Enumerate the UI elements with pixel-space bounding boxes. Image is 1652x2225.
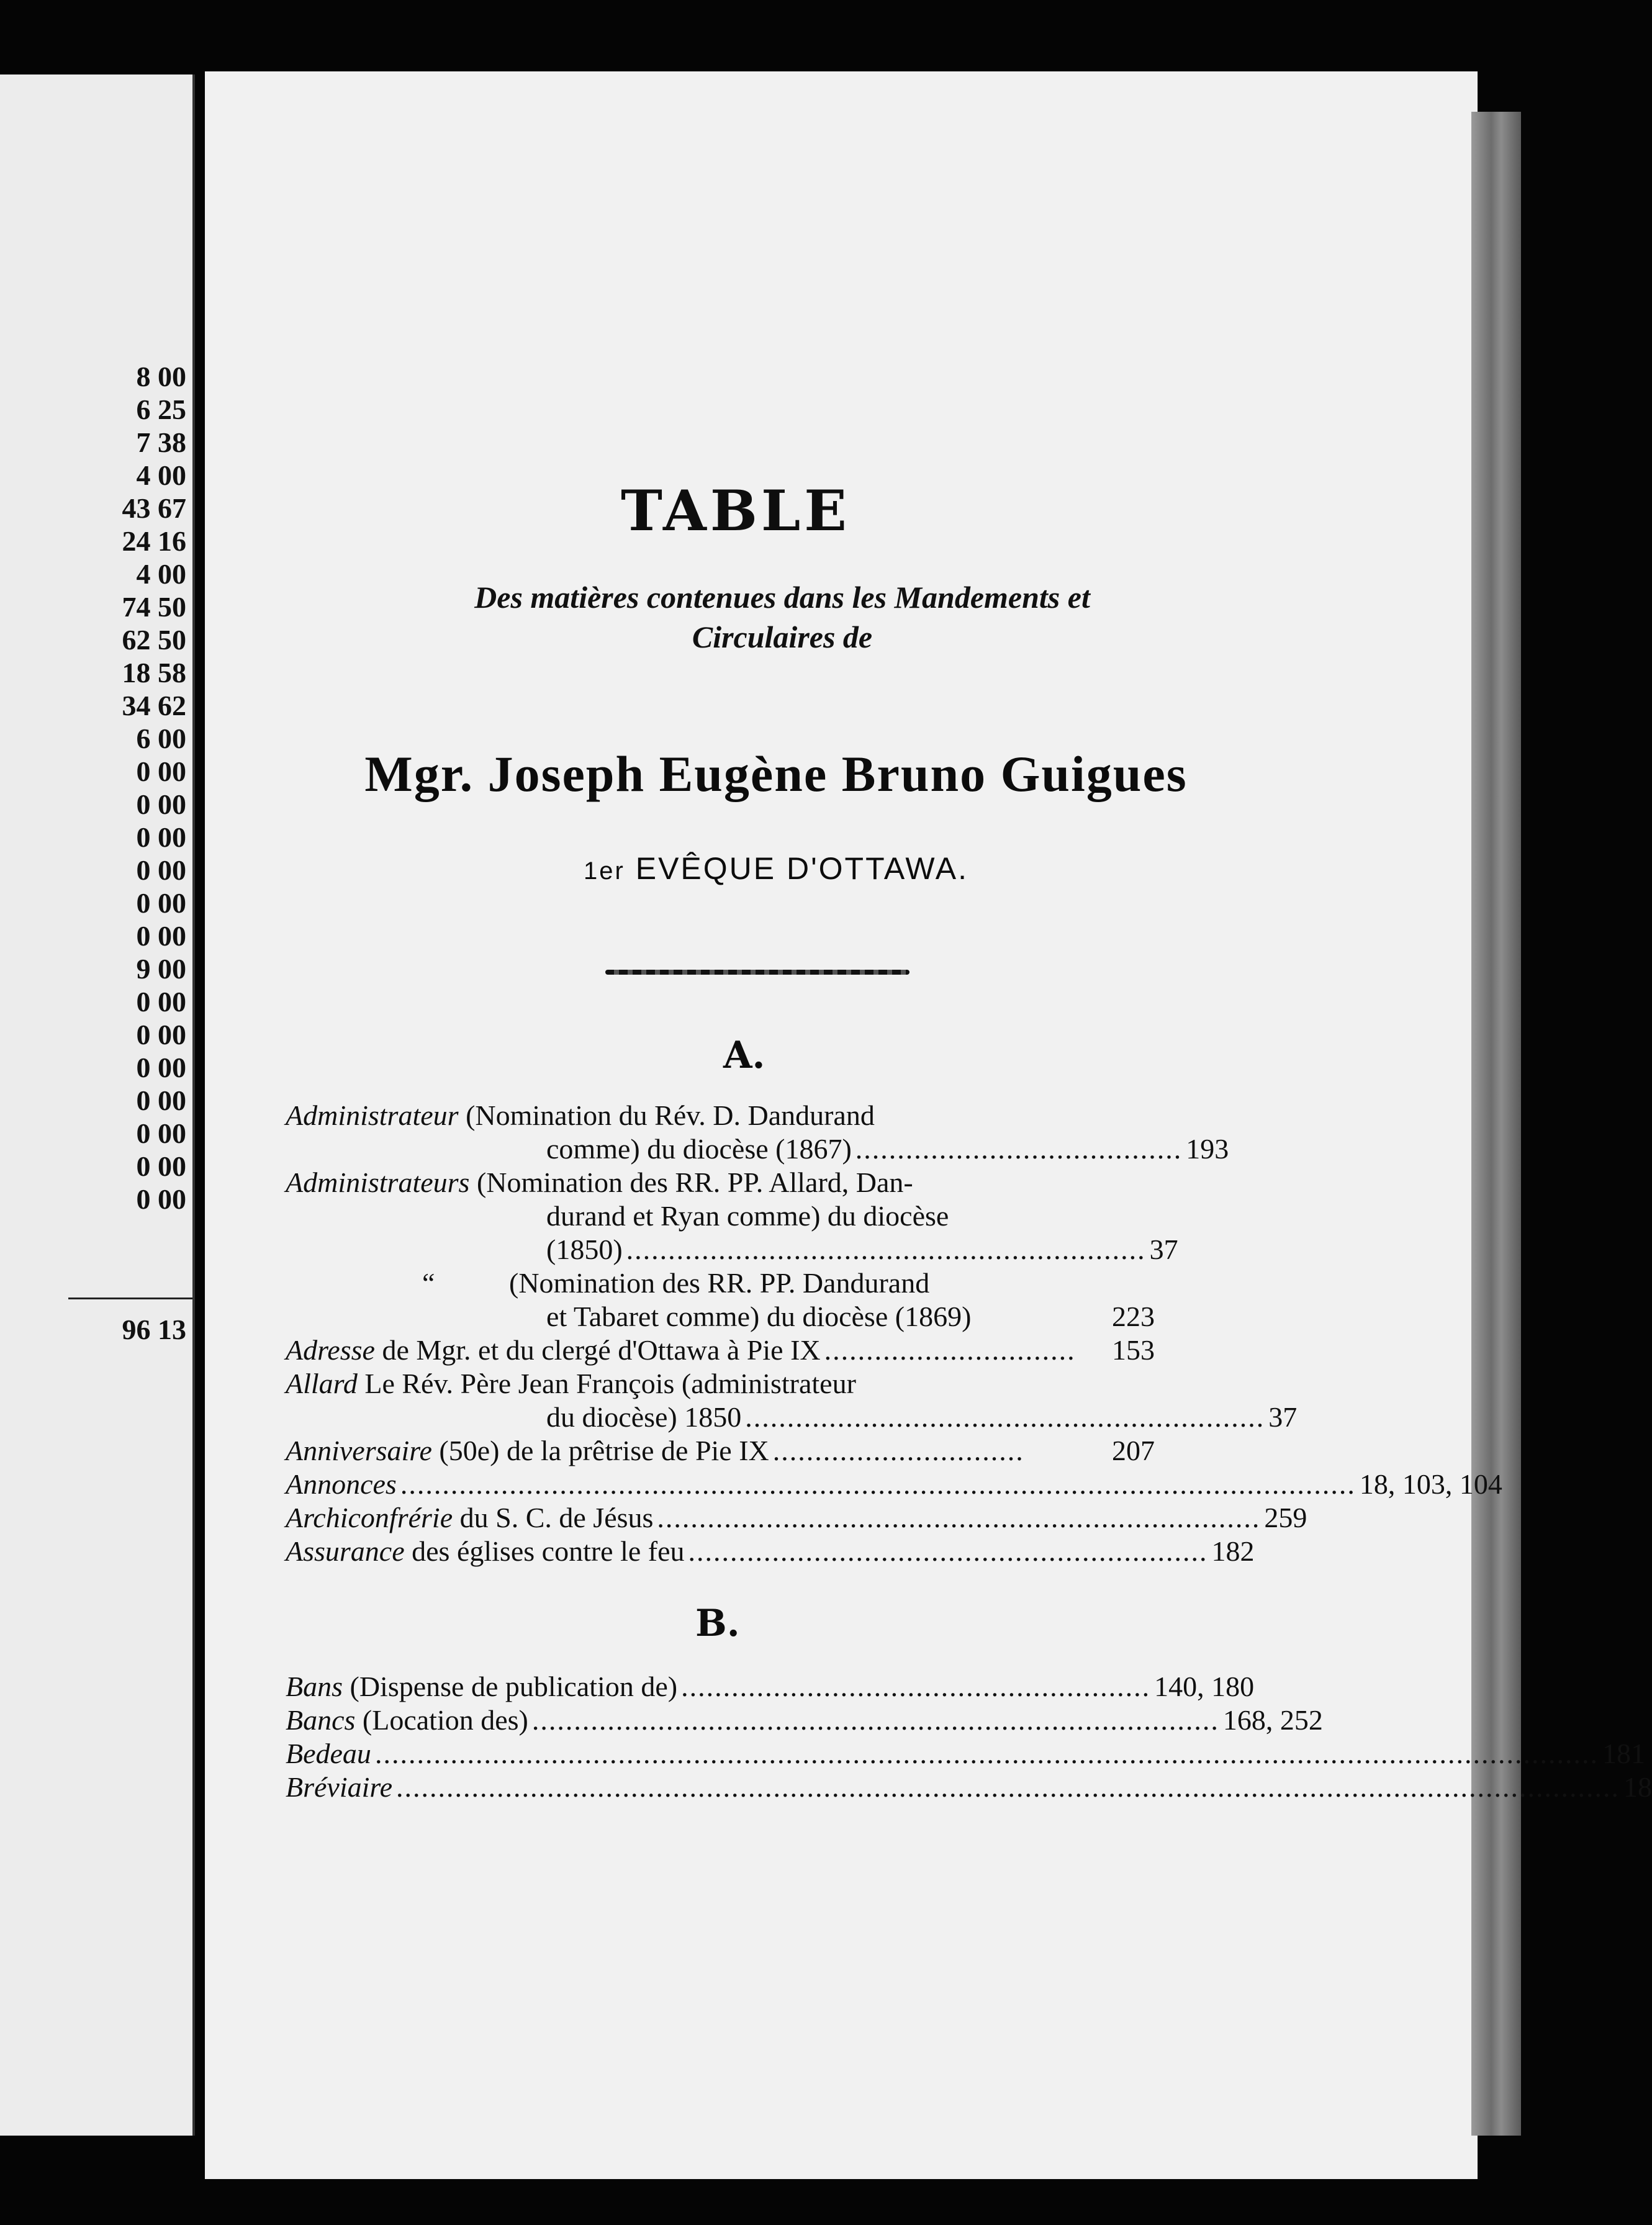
index-entry bbox=[286, 1535, 1255, 1568]
leader-dots: ........................................................ bbox=[681, 1671, 1151, 1702]
left-page-number: 8 00 bbox=[136, 361, 186, 392]
entry-page: 37 bbox=[1268, 1401, 1298, 1433]
section-letter-a: A. bbox=[723, 1034, 765, 1077]
left-page-number: 7 38 bbox=[136, 426, 186, 458]
page-subtitle bbox=[348, 577, 1217, 657]
index-entry bbox=[286, 1704, 1323, 1737]
subtitle-line-2: Circulaires de bbox=[692, 620, 873, 654]
entry-head: Adresse bbox=[286, 1334, 375, 1366]
entry-page: 18, 103, 104 bbox=[1359, 1468, 1502, 1500]
left-page-number: 0 00 bbox=[136, 756, 186, 787]
left-page-number: 0 00 bbox=[136, 788, 186, 820]
entry-page: 153 bbox=[1112, 1334, 1155, 1366]
left-page-number: 6 00 bbox=[136, 723, 186, 754]
entry-text: (Nomination des RR. PP. Allard, Dan- bbox=[469, 1167, 913, 1198]
left-page-number: 0 00 bbox=[136, 920, 186, 952]
entry-head: Anniversaire bbox=[286, 1435, 432, 1466]
index-entry bbox=[286, 1771, 1652, 1804]
entry-text: des églises contre le feu bbox=[404, 1535, 685, 1567]
entry-page: 182 bbox=[1211, 1535, 1255, 1567]
entry-page: 37 bbox=[1149, 1234, 1178, 1265]
entry-head: Administrateur bbox=[286, 1099, 459, 1131]
left-page-number: 62 50 bbox=[122, 624, 186, 656]
left-page-number: 9 00 bbox=[136, 953, 186, 985]
entry-text: (Nomination des RR. PP. Dandurand bbox=[509, 1267, 930, 1299]
left-page-number: 0 00 bbox=[136, 854, 186, 886]
left-page-number: 0 00 bbox=[136, 821, 186, 853]
leader-dots: ........................................................................ bbox=[657, 1502, 1261, 1533]
entry-page: 181 bbox=[1602, 1738, 1645, 1769]
entry-head: Annonces bbox=[286, 1468, 397, 1500]
entry-text: du S. C. de Jésus bbox=[453, 1502, 654, 1533]
entry-page: 223 bbox=[1112, 1301, 1155, 1332]
leader-dots: .............................. bbox=[824, 1334, 1076, 1366]
leader-dots: ....................................... bbox=[855, 1133, 1183, 1165]
entry-text: du diocèse) 1850 bbox=[546, 1401, 742, 1433]
entry-head: Bans bbox=[286, 1671, 343, 1702]
section-b-entries bbox=[286, 1670, 1652, 1804]
left-page-number: 74 50 bbox=[122, 591, 186, 623]
entry-text: (Nomination du Rév. D. Dandurand bbox=[458, 1099, 875, 1131]
leader-dots: .................................................................................................................. bbox=[400, 1468, 1356, 1500]
entry-text: (50e) de la prêtrise de Pie IX bbox=[431, 1435, 769, 1466]
left-page-number: 43 67 bbox=[122, 492, 186, 524]
page-edge bbox=[1471, 112, 1521, 2136]
entry-page: 140, 180 bbox=[1154, 1671, 1255, 1702]
left-page-fragment bbox=[0, 74, 195, 2136]
left-page-divider bbox=[68, 1298, 192, 1299]
leader-dots: .................................................................................. bbox=[531, 1704, 1219, 1736]
entry-head: Archiconfrérie bbox=[286, 1502, 453, 1533]
left-page-number: 24 16 bbox=[122, 525, 186, 557]
entry-page: 18 bbox=[1623, 1771, 1652, 1803]
entry-text: (Dispense de publication de) bbox=[343, 1671, 678, 1702]
entry-head: Assurance bbox=[286, 1535, 405, 1567]
entry-text: et Tabaret comme) du diocèse (1869) bbox=[546, 1301, 972, 1332]
bishop-name: Mgr. Joseph Eugène Bruno Guigues bbox=[364, 746, 1188, 802]
index-entry bbox=[286, 1737, 1645, 1771]
left-page-number: 0 00 bbox=[136, 1052, 186, 1083]
entry-text: (1850) bbox=[546, 1234, 623, 1265]
ditto-mark: “ bbox=[422, 1267, 435, 1299]
left-page-number: 0 00 bbox=[136, 1150, 186, 1182]
entry-text: comme) du diocèse (1867) bbox=[546, 1133, 852, 1165]
left-page-number: 6 25 bbox=[136, 394, 186, 425]
entry-page: 193 bbox=[1186, 1133, 1229, 1165]
entry-text: Le Rév. Père Jean François (administrateur bbox=[357, 1368, 856, 1399]
leader-dots: .............................................................. bbox=[626, 1234, 1146, 1265]
entry-head: Bancs bbox=[286, 1704, 356, 1736]
entry-head: Allard bbox=[286, 1368, 358, 1399]
left-page-number: 18 58 bbox=[122, 657, 186, 688]
entry-page: 207 bbox=[1112, 1435, 1155, 1466]
left-page-number: 0 00 bbox=[136, 986, 186, 1018]
entry-text: de Mgr. et du clergé d'Ottawa à Pie IX bbox=[374, 1334, 821, 1366]
index-entry bbox=[286, 1166, 1178, 1266]
index-entry bbox=[286, 1468, 1502, 1501]
entry-page: 259 bbox=[1264, 1502, 1307, 1533]
index-entry bbox=[286, 1670, 1255, 1704]
left-page-number: 0 00 bbox=[136, 1117, 186, 1149]
left-page-number: 4 00 bbox=[136, 558, 186, 590]
entry-text: durand et Ryan comme) du diocèse bbox=[546, 1200, 949, 1232]
subtitle-line-1: Des matières contenues dans les Mandements et bbox=[474, 580, 1090, 615]
see-title bbox=[310, 851, 1242, 887]
index-entry bbox=[286, 1501, 1307, 1535]
section-a-entries bbox=[286, 1099, 1502, 1568]
index-entry bbox=[286, 1266, 1155, 1334]
entry-head: Bréviaire bbox=[286, 1771, 393, 1803]
entry-head: Bedeau bbox=[286, 1738, 371, 1769]
section-letter-b: B. bbox=[695, 1602, 740, 1645]
index-entry bbox=[286, 1334, 1155, 1367]
left-page-number: 4 00 bbox=[136, 459, 186, 491]
leader-dots: .................................................................................................................................................. bbox=[374, 1738, 1599, 1769]
left-page-number: 34 62 bbox=[122, 690, 186, 721]
index-entry bbox=[286, 1434, 1155, 1468]
ornament-divider bbox=[605, 970, 910, 975]
entry-head: Administrateurs bbox=[286, 1167, 470, 1198]
leader-dots: .............................. bbox=[772, 1435, 1024, 1466]
see-prefix: 1er bbox=[584, 857, 625, 885]
leader-dots: .............................................................. bbox=[745, 1401, 1265, 1433]
entry-text: (Location des) bbox=[355, 1704, 528, 1736]
left-page-total: 96 13 bbox=[122, 1314, 186, 1345]
leader-dots: .................................................................................................................................................. bbox=[396, 1771, 1620, 1803]
page-title: TABLE bbox=[621, 478, 851, 544]
leader-dots: .............................................................. bbox=[688, 1535, 1208, 1567]
left-page-number: 0 00 bbox=[136, 1183, 186, 1215]
index-entry bbox=[286, 1367, 1298, 1434]
left-page-number: 0 00 bbox=[136, 1085, 186, 1116]
left-page-numbers bbox=[122, 360, 187, 1216]
left-page-number: 0 00 bbox=[136, 1019, 186, 1050]
entry-page: 168, 252 bbox=[1222, 1704, 1323, 1736]
index-entry bbox=[286, 1099, 1229, 1166]
see-text: EVÊQUE D'OTTAWA. bbox=[635, 851, 968, 886]
left-page-number: 0 00 bbox=[136, 887, 186, 919]
